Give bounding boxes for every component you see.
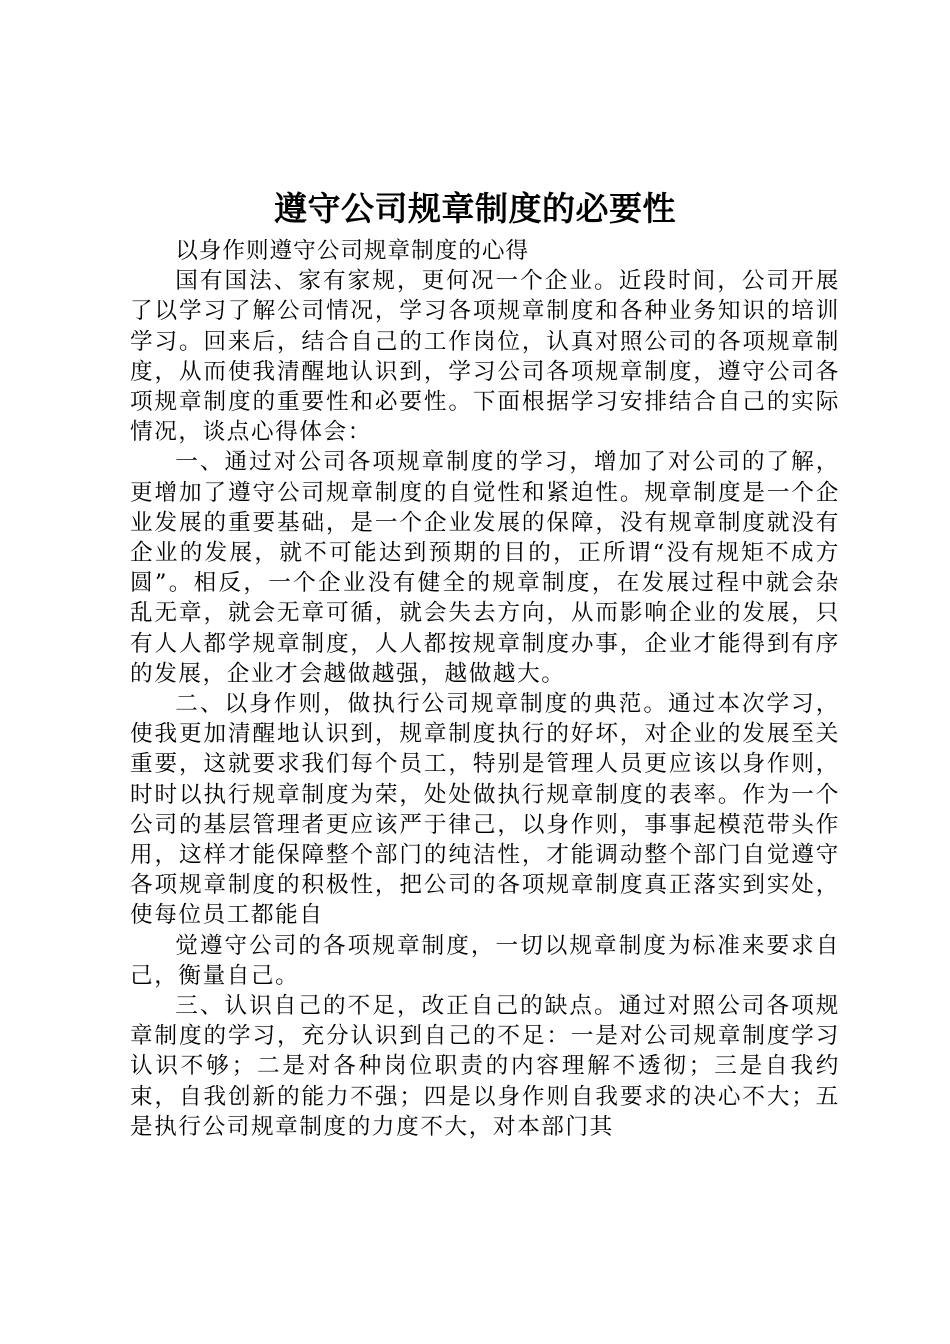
subtitle-paragraph: 以身作则遵守公司规章制度的心得 <box>175 238 530 264</box>
section-two-paragraph: 二、以身作则，做执行公司规章制度的典范。通过本次学习，使我更加清醒地认识到，规章制度执行的好坏，对企业的发展至关重要，这就要求我们每个员工，特别是管理人员更应该以身作则，时时以执行规章制度为荣，处处做执行规章制度的表率。作为一个公司的基层管理者更应该严于律己，以身作则，事事起模范带头作用，这样才能保障整个部门的纯洁性，才能调动整个部门自觉遵守各项规章制度的积极性，把公司的各项规章制度真正落实到实处，使每位员工都能自 <box>130 691 840 929</box>
section-one-paragraph: 一、通过对公司各项规章制度的学习，增加了对公司的了解，更增加了遵守公司规章制度的自觉性和紧迫性。规章制度是一个企业发展的重要基础，是一个企业发展的保障，没有规章制度就没有企业的发展，就不可能达到预期的目的，正所谓“没有规矩不成方圆”。相反，一个企业没有健全的规章制度，在发展过程中就会杂乱无章，就会无章可循，就会失去方向，从而影响企业的发展，只有人人都学规章制度，人人都按规章制度办事，企业才能得到有序的发展，企业才会越做越强，越做越大。 <box>130 449 840 687</box>
intro-paragraph: 国有国法、家有家规，更何况一个企业。近段时间，公司开展了以学习了解公司情况，学习各项规章制度和各种业务知识的培训学习。回来后，结合自己的工作岗位，认真对照公司的各项规章制度，从而使我清醒地认识到，学习公司各项规章制度，遵守公司各项规章制度的重要性和必要性。下面根据学习安排结合自己的实际情况，谈点心得体会： <box>130 268 840 446</box>
document-title: 遵守公司规章制度的必要性 <box>274 189 676 228</box>
section-three-paragraph: 三、认识自己的不足，改正自己的缺点。通过对照公司各项规章制度的学习，充分认识到自己的不足：一是对公司规章制度学习认识不够；二是对各种岗位职责的内容理解不透彻；三是自我约束，自我创新的能力不强；四是以身作则自我要求的决心不大；五是执行公司规章制度的力度不大，对本部门其 <box>130 993 840 1140</box>
section-two-continued-paragraph: 觉遵守公司的各项规章制度，一切以规章制度为标准来要求自己，衡量自己。 <box>130 932 840 989</box>
document-body <box>130 236 840 1142</box>
